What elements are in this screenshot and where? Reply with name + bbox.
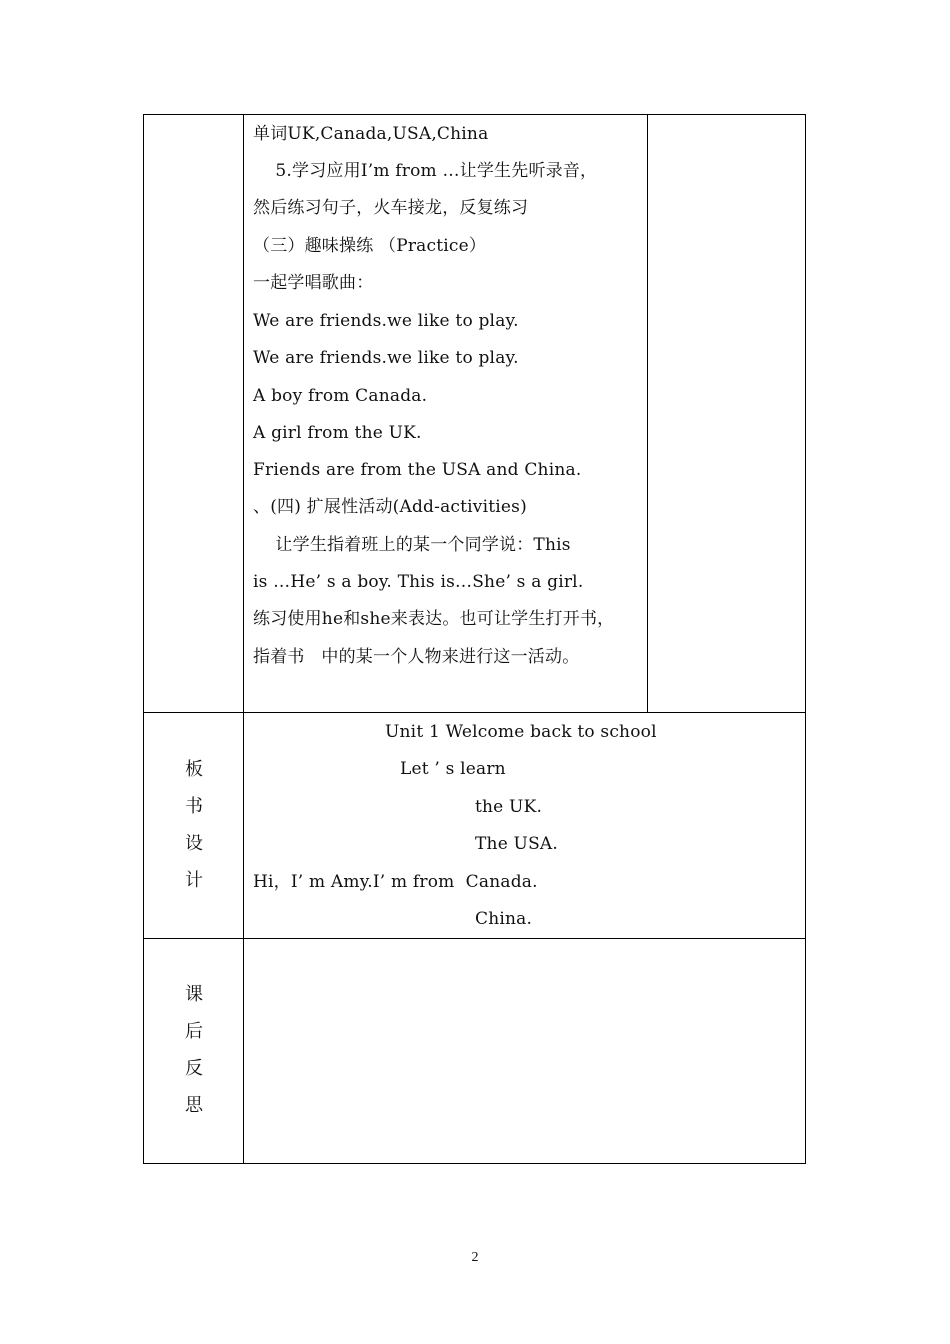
reflection-label-char: 思 (185, 1095, 203, 1116)
table-border-top (143, 114, 806, 115)
reflection-label-char: 反 (185, 1058, 203, 1079)
procedure-line: is …He’ s a boy. This is…She’ s a girl. (253, 572, 584, 592)
procedure-line: 让学生指着班上的某一个同学说：This (253, 535, 571, 555)
blackboard-line: Let ’ s learn (400, 759, 506, 779)
reflection-label-char: 课 (185, 984, 203, 1005)
blackboard-line: Hi，I’ m Amy.I’ m from Canada. (253, 872, 538, 892)
blackboard-label-char: 计 (185, 870, 203, 891)
row-divider-1 (143, 712, 806, 713)
blackboard-label-char: 书 (185, 796, 203, 817)
blackboard-line: China. (475, 909, 533, 929)
procedure-line: 单词UK,Canada,USA,China (253, 124, 489, 144)
table-border-right (805, 114, 806, 1164)
page-number: 2 (471, 1250, 479, 1265)
procedure-line: We are friends.we like to play. (253, 348, 519, 368)
procedure-line: We are friends.we like to play. (253, 311, 519, 331)
table-border-bottom (143, 1163, 806, 1164)
remarks-column-divider (647, 114, 648, 713)
blackboard-label-char: 设 (185, 833, 203, 854)
blackboard-line: the UK. (475, 797, 543, 817)
procedure-line: A boy from Canada. (253, 386, 428, 406)
reflection-content (244, 939, 805, 1163)
procedure-line: （三）趣味操练 （Practice） (253, 236, 487, 256)
procedure-line: 指着书 中的某一个人物来进行这一活动。 (253, 647, 580, 667)
procedure-line: 一起学唱歌曲： (253, 273, 374, 293)
procedure-line: 5.学习应用I’m from …让学生先听录音， (253, 161, 598, 181)
procedure-line: 练习使用he和she来表达。也可让学生打开书， (253, 609, 615, 629)
procedure-line: 、(四) 扩展性活动(Add-activities) (253, 497, 527, 517)
reflection-label-char: 后 (185, 1021, 203, 1042)
blackboard-title: Unit 1 Welcome back to school (385, 722, 657, 742)
procedure-line: A girl from the UK. (253, 423, 422, 443)
procedure-line: Friends are from the USA and China. (253, 460, 582, 480)
blackboard-line: The USA. (475, 834, 559, 854)
blackboard-label-char: 板 (185, 759, 203, 780)
procedure-line: 然后练习句子，火车接龙，反复练习 (253, 198, 529, 218)
